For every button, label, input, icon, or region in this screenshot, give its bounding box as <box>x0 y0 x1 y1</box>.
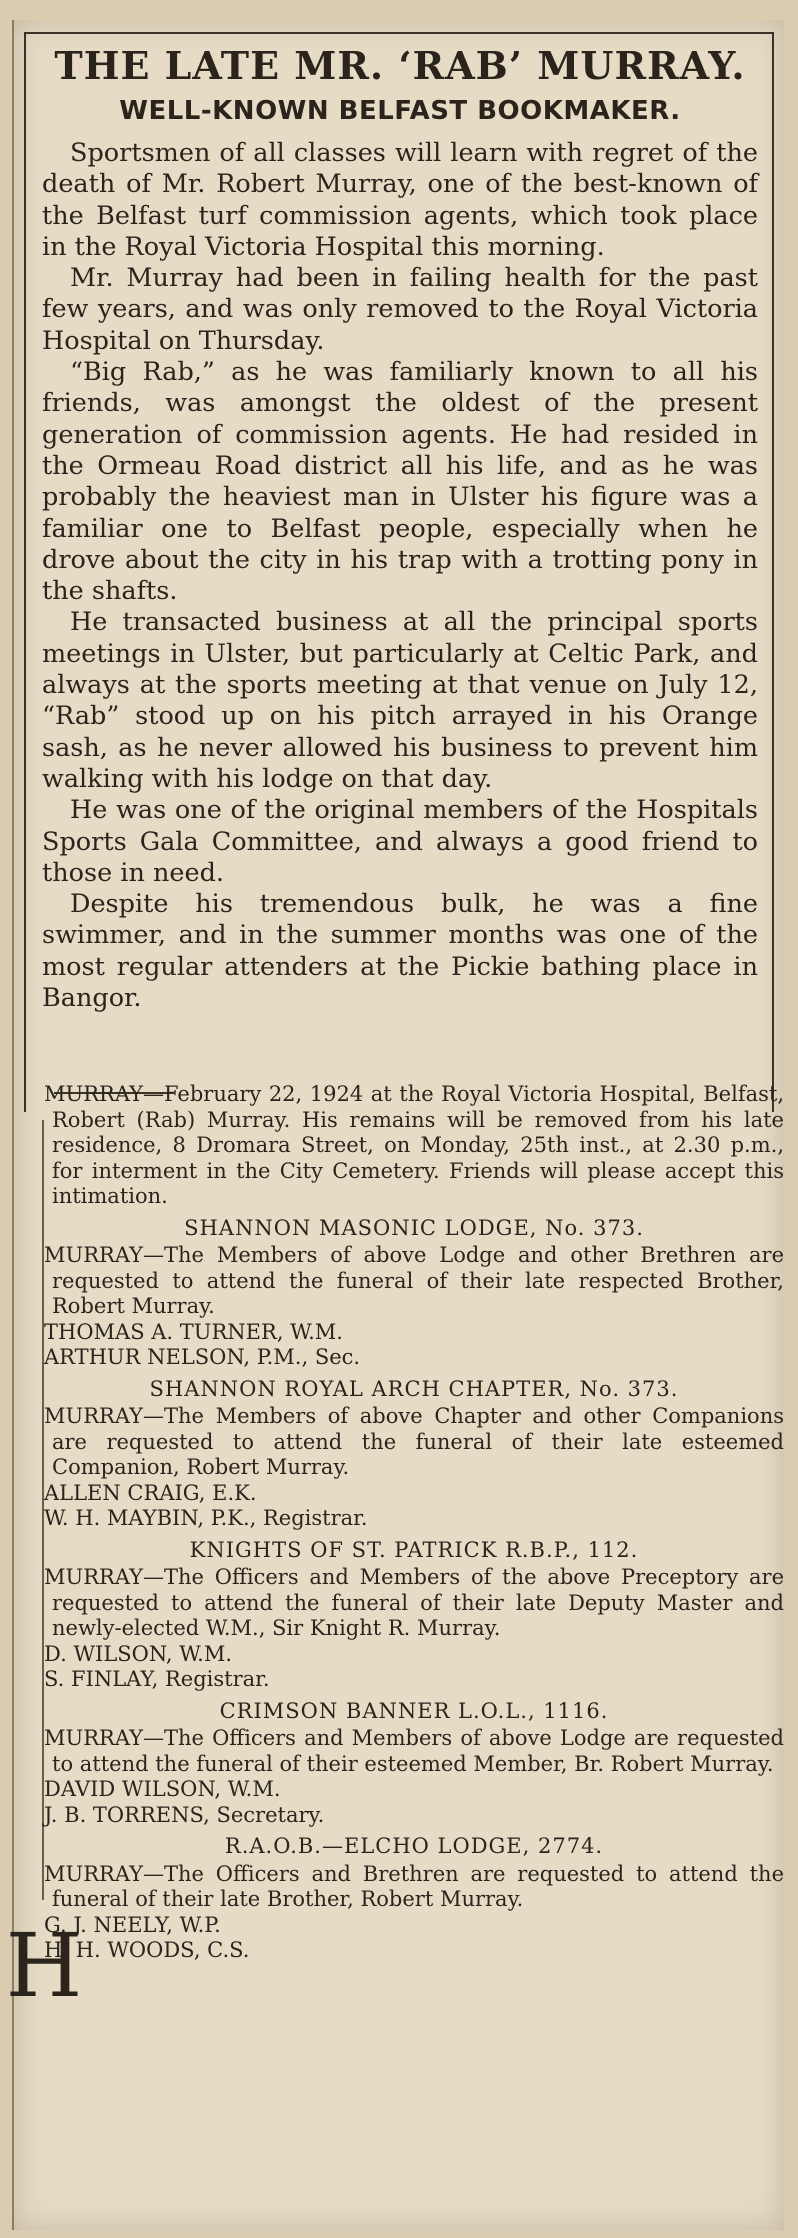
lodge-notice <box>44 1538 784 1693</box>
lodge-text: MURRAY—The Officers and Members of the above Preceptory are requested to attend the funeral of their late Deputy Master and newly-elected W.M., Sir Knight R. Murray. <box>44 1565 784 1640</box>
death-notice-text: MURRAY—February 22, 1924 at the Royal Victoria Hospital, Belfast, Robert (Rab) Murray. His remains will be removed from his late residence, 8 Dromara Street, on Monday, 25th inst., at 2.30 p.m., for interment in the City Cemetery. Friends will please accept this intimation. <box>44 1082 784 1208</box>
article-headline: THE LATE MR. ‘RAB’ MURRAY. <box>54 43 746 88</box>
article-paragraph: Sportsmen of all classes will learn with regret of the death of Mr. Robert Murray, one of the best-known of the Belfast turf commission agents, which took place in the Royal Victoria Hospital this morning. <box>42 138 758 262</box>
signatory: W. H. MAYBIN, P.K., Registrar. <box>44 1506 368 1530</box>
article-paragraph: Despite his tremendous bulk, he was a fine swimmer, and in the summer months was one of the most regular attenders at the Pickie bathing place in Bangor. <box>42 889 758 1014</box>
signatory: ARTHUR NELSON, P.M., Sec. <box>44 1345 361 1369</box>
signatory: G. J. NEELY, W.P. <box>44 1912 221 1937</box>
lodge-text: MURRAY—The Members of above Lodge and other Brethren are requested to attend the funeral of their late respected Brother, Robert Murray. <box>44 1243 784 1318</box>
article-paragraph: He transacted business at all the principal sports meetings in Ulster, but particularly at Celtic Park, and always at the sports meeting at that venue on July 12, “Rab” stood up on his pitch arrayed in his Orange sash, as he never allowed his business to prevent him walking with his lodge on that day. <box>42 607 758 794</box>
lodge-heading: SHANNON ROYAL ARCH CHAPTER, No. 373. <box>149 1376 679 1401</box>
signatory: THOMAS A. TURNER, W.M. <box>44 1319 343 1344</box>
lodge-heading: CRIMSON BANNER L.O.L., 1116. <box>219 1698 609 1723</box>
signatory: S. FINLAY, Registrar. <box>44 1667 270 1691</box>
lodge-text: MURRAY—The Officers and Brethren are requested to attend the funeral of their late Brother, Robert Murray. <box>44 1861 784 1911</box>
lodge-notice <box>44 1377 784 1532</box>
lodge-text: MURRAY—The Members of above Chapter and other Companions are requested to attend the funeral of their late esteemed Companion, Robert Murray. <box>44 1404 784 1479</box>
death-notices <box>44 1082 784 1970</box>
signatory: DAVID WILSON, W.M. <box>44 1777 281 1801</box>
lodge-heading: R.A.O.B.—ELCHO LODGE, 2774. <box>224 1834 604 1858</box>
article-paragraph: He was one of the original members of the Hospitals Sports Gala Committee, and always a good friend to those in need. <box>42 795 758 888</box>
article-paragraph: “Big Rab,” as he was familiarly known to all his friends, was amongst the oldest of the present generation of commission agents. He had resided in the Ormeau Road district all his life, and as he was probably the heaviest man in Ulster his figure was a familiar one to Belfast people, especially when he drove about the city in his trap with a trotting pony in the shafts. <box>42 357 758 607</box>
lodge-notice <box>44 1216 784 1371</box>
lodge-text: MURRAY—The Officers and Members of above Lodge are requested to attend the funeral of their esteemed Member, Br. Robert Murray. <box>44 1726 784 1776</box>
signatory: H. H. WOODS, C.S. <box>44 1938 250 1962</box>
lodge-heading: KNIGHTS OF ST. PATRICK R.B.P., 112. <box>189 1537 639 1562</box>
article-paragraph: Mr. Murray had been in failing health for the past few years, and was only removed to the Royal Victoria Hospital on Thursday. <box>42 263 758 356</box>
signatory: J. B. TORRENS, Secretary. <box>44 1802 325 1827</box>
obituary-article <box>24 32 774 1112</box>
lodge-notice <box>44 1834 784 1964</box>
signatory: D. WILSON, W.M. <box>44 1641 233 1666</box>
article-subhead: WELL-KNOWN BELFAST BOOKMAKER. <box>119 96 681 126</box>
lodge-notice <box>44 1699 784 1829</box>
margin-fragment: H <box>5 1913 83 2017</box>
death-notice <box>44 1082 784 1210</box>
lodge-heading: SHANNON MASONIC LODGE, No. 373. <box>184 1215 644 1240</box>
signatory: ALLEN CRAIG, E.K. <box>44 1480 257 1505</box>
